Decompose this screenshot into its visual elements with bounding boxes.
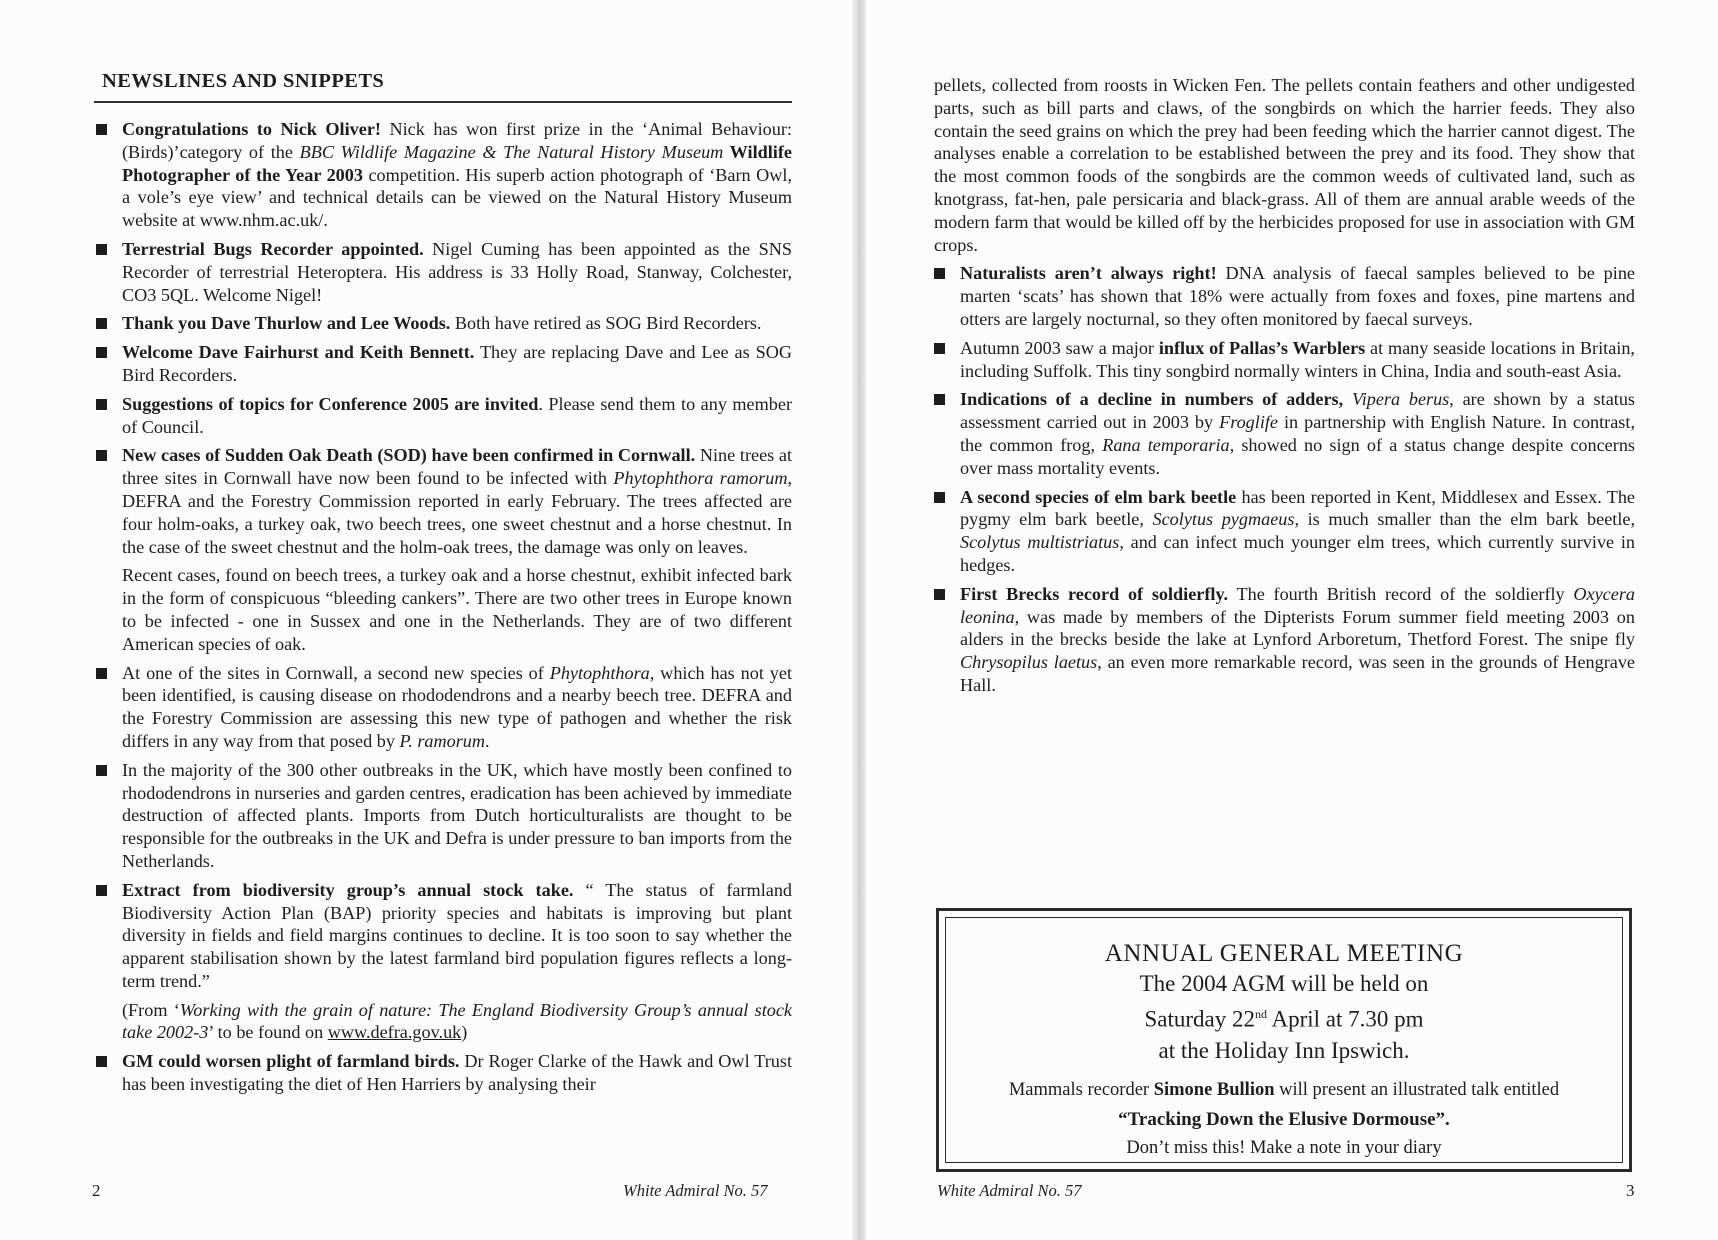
left-page	[0, 0, 852, 1240]
continued-paragraph: pellets, collected from roosts in Wicken Fen. The pellets contain feathers and other undigested parts, such as bill parts and claws, of the songbirds on which the harrier feeds. They also contain the seed grains on which the prey had been feeding which the harrier cannot digest. The analyses enable a correlation to be established between the prey and its food. They show that the most common foods of the songbirds are the common weeds of cultivated land, such as knotgrass, fat-hen, pale persicaria and black-grass. All of them are annual arable weeds of the modern farm that would be killed off by the herbicides proposed for use in association with GM crops.	[934, 75, 1635, 255]
bullet-square-icon	[96, 450, 107, 461]
bullet-square-icon	[96, 318, 107, 329]
news-item: Naturalists aren’t always right! DNA analysis of faecal samples believed to be pine marten ‘scats’ has shown that 18% were actually from foxes and foxes, pine martens and otters are largely nocturnal, so they often monitored by faecal surveys.	[934, 262, 1635, 330]
agm-box	[936, 908, 1632, 1172]
bullet-square-icon	[934, 343, 945, 354]
news-item: Indications of a decline in numbers of adders, Vipera berus, are shown by a status assessment carried out in 2003 by Froglife in partnership with English Nature. In contrast, the common frog, Rana temporaria, showed no sign of a status change despite concerns over mass mortality events.	[934, 388, 1635, 479]
news-item: Congratulations to Nick Oliver! Nick has won first prize in the ‘Animal Behaviour: (Birds)’category of the BBC Wildlife Magazine & The Natural History Museum Wildlife Photographer of the Year 2003 competition. His superb action photograph of ‘Barn Owl, a vole’s eye view’ and technical details can be viewed on the Natural History Museum website at www.nhm.ac.uk/.	[96, 118, 792, 232]
page-number: 2	[92, 1181, 101, 1200]
news-item: Terrestrial Bugs Recorder appointed. Nigel Cuming has been appointed as the SNS Recorder of terrestrial Heteroptera. His address is 33 Holly Road, Stanway, Colchester, CO3 5QL. Welcome Nigel!	[96, 238, 792, 306]
bullet-square-icon	[934, 492, 945, 503]
news-item: Suggestions of topics for Conference 2005 are invited. Please send them to any member of Council.	[96, 393, 792, 439]
agm-venue: at the Holiday Inn Ipswich.	[1158, 1037, 1410, 1063]
news-item: A second species of elm bark beetle has been reported in Kent, Middlesex and Essex. The pygmy elm bark beetle, Scolytus pygmaeus, is much smaller than the elm bark beetle, Scolytus multistriatus, and can infect much younger elm trees, which currently survive in hedges.	[934, 486, 1635, 577]
news-paragraph: (From ‘Working with the grain of nature: The England Biodiversity Group’s annual stock take 2002-3’ to be found on www.defra.gov.uk)	[122, 999, 792, 1043]
right-column	[934, 74, 1635, 703]
agm-talk-title: “Tracking Down the Elusive Dormouse”.	[1118, 1108, 1450, 1130]
bullet-square-icon	[96, 244, 107, 255]
news-item: First Brecks record of soldierfly. The fourth British record of the soldierfly Oxycera leonina, was made by members of the Dipterists Forum summer field meeting 2003 on alders in the brecks beside the lake at Lynford Arboretum, Thetford Forest. The snipe fly Chrysopilus laetus, an even more remarkable record, was seen in the grounds of Hengrave Hall.	[934, 583, 1635, 697]
news-item: Autumn 2003 saw a major influx of Pallas’s Warblers at many seaside locations in Britain, including Suffolk. This tiny songbird normally winters in China, India and south-east Asia.	[934, 337, 1635, 383]
defra-link[interactable]: www.defra.gov.uk	[327, 1022, 462, 1043]
news-paragraph: Recent cases, found on beech trees, a turkey oak and a horse chestnut, exhibit infected bark in the form of conspicuous “bleeding cankers”. There are two other trees in Europe known to be infected - one in Sussex and one in the Netherlands. They are of two different American species of oak.	[122, 565, 792, 654]
agm-title: ANNUAL GENERAL MEETING	[1104, 940, 1464, 967]
agm-talk: Mammals recorder Simone Bullion will present an illustrated talk entitled	[1008, 1079, 1560, 1100]
news-item: GM could worsen plight of farmland birds. Dr Roger Clarke of the Hawk and Owl Trust has been investigating the diet of Hen Harriers by analysing their	[96, 1050, 792, 1096]
bullet-square-icon	[96, 765, 107, 776]
bullet-square-icon	[96, 347, 107, 358]
footer-title: White Admiral No. 57	[623, 1181, 768, 1200]
footer-title: White Admiral No. 57	[937, 1181, 1082, 1200]
page-number: 3	[1626, 1181, 1635, 1200]
title-rule	[94, 101, 792, 103]
news-item: Thank you Dave Thurlow and Lee Woods. Both have retired as SOG Bird Recorders.	[96, 312, 792, 335]
agm-box-inner	[945, 917, 1623, 1163]
news-item: In the majority of the 300 other outbreaks in the UK, which have mostly been confined to rhododendrons in nurseries and garden centres, eradication has been achieved by immediate destruction of affected plants. Imports from Dutch horticulturalists are thought to be responsible for the outbreaks in the UK and Defra is under pressure to ban imports from the Netherlands.	[96, 759, 792, 873]
bullet-square-icon	[96, 1056, 107, 1067]
left-column	[96, 118, 792, 1102]
bullet-square-icon	[96, 399, 107, 410]
bullet-square-icon	[96, 668, 107, 679]
news-item: New cases of Sudden Oak Death (SOD) have been confirmed in Cornwall. Nine trees at three sites in Cornwall have now been found to be infected with Phytophthora ramorum, DEFRA and the Forestry Commission reported in early February. The trees affected are four holm-oaks, a turkey oak, two beech trees, one sweet chestnut and a horse chestnut. In the case of the sweet chestnut and the holm-oak trees, the damage was only on leaves.	[96, 444, 792, 558]
bullet-square-icon	[96, 885, 107, 896]
news-item: At one of the sites in Cornwall, a second new species of Phytophthora, which has not yet been identified, is causing disease on rhododendrons and a nearby beech tree. DEFRA and the Forestry Commission are assessing this new type of pathogen and whether the risk differs in any way from that posed by P. ramorum.	[96, 662, 792, 753]
bullet-square-icon	[934, 394, 945, 405]
book-spine	[852, 0, 866, 1240]
bullet-square-icon	[934, 589, 945, 600]
section-title: NEWSLINES AND SNIPPETS	[102, 70, 385, 92]
agm-date: Saturday 22nd April at 7.30 pm	[1144, 1006, 1424, 1032]
bullet-square-icon	[934, 268, 945, 279]
agm-line-1: The 2004 AGM will be held on	[1139, 971, 1429, 996]
bullet-square-icon	[96, 124, 107, 135]
news-item: Welcome Dave Fairhurst and Keith Bennett. They are replacing Dave and Lee as SOG Bird Recorders.	[96, 341, 792, 387]
news-item: Extract from biodiversity group’s annual stock take. “ The status of farmland Biodiversity Action Plan (BAP) priority species and habitats is improving but plant diversity in fields and field margins continues to decline. It is too soon to say whether the apparent stabilisation shown by the latest farmland bird population figures reflects a long-term trend.”	[96, 879, 792, 993]
agm-note: Don’t miss this! Make a note in your diary	[1126, 1137, 1442, 1158]
